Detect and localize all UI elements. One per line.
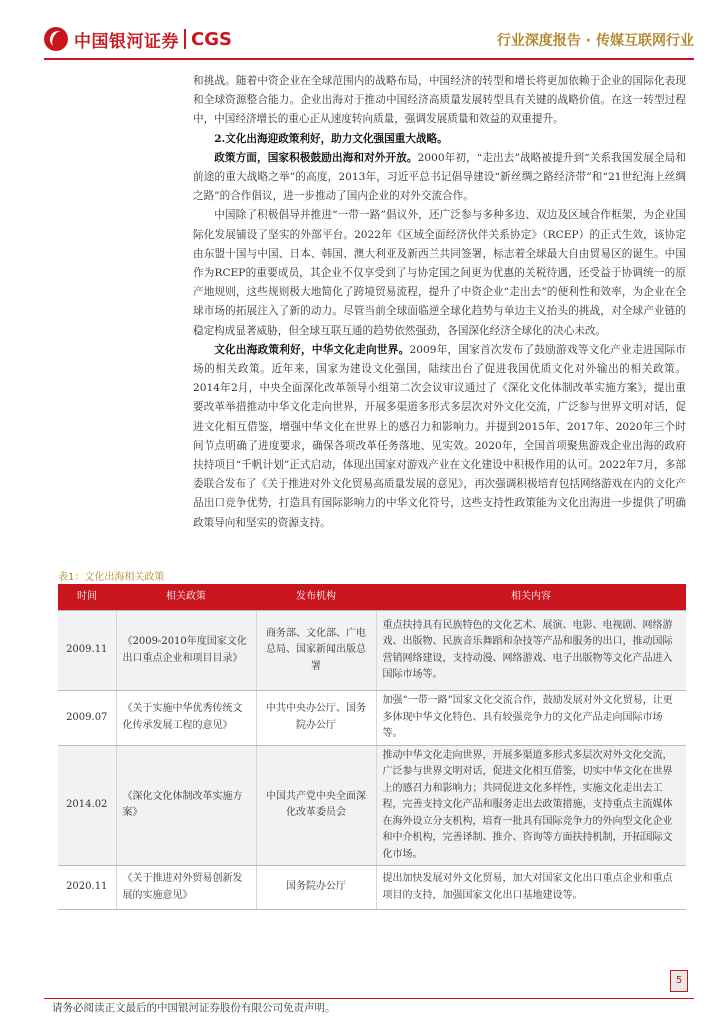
logo-chinese-name: 中国银河证券 bbox=[74, 31, 179, 52]
table-row bbox=[58, 611, 686, 691]
body-text bbox=[193, 72, 686, 533]
section-heading bbox=[193, 130, 686, 149]
paragraph-3-text: 2000年初，“走出去”战略被提升到“关系我国发展全局和前途的重大战略之举”的高度，2013年，习近平总书记倡导建设“新丝绸之路经济带”和“21世纪海上丝绸之路”的合作倡议，进一步推动了国内企业的对外交流合作。 bbox=[193, 151, 686, 203]
paragraph-5-lead: 文化出海政策利好，中华文化走向世界。 bbox=[214, 343, 410, 356]
cell-policy: 《关于实施中华优秀传统文化传承发展工程的意见》 bbox=[116, 691, 256, 746]
paragraph-5 bbox=[193, 341, 686, 533]
table-caption: 表1：文化出海相关政策 bbox=[58, 572, 165, 583]
paragraph-1: 和挑战。随着中资企业在全球范围内的战略布局，中国经济的转型和增长将更加依赖于企业的国际化表现和全球资源整合能力。企业出海对于推动中国经济高质量发展转型具有关键的战略价值。在这一转型过程中，中国经济增长的重心正从速度转向质量，强调发展质量和效益的双重提升。 bbox=[193, 75, 686, 126]
header-time: 时间 bbox=[58, 584, 116, 611]
cell-org: 国务院办公厅 bbox=[256, 866, 376, 910]
page-header bbox=[0, 0, 724, 58]
header-divider bbox=[44, 58, 694, 60]
cell-policy: 《深化文化体制改革实施方案》 bbox=[116, 745, 256, 866]
cell-content: 重点扶持具有民族特色的文化艺术、展演、电影、电视剧、网络游戏、出版物、民族音乐舞蹈和杂技等产品和服务的出口，推动国际营销网络建设，支持动漫、网络游戏、电子出版物等文化产品进入国际市场等。 bbox=[376, 611, 686, 691]
cell-policy: 《2009-2010年度国家文化出口重点企业和项目目录》 bbox=[116, 611, 256, 691]
table-row bbox=[58, 745, 686, 866]
paragraph-3 bbox=[193, 149, 686, 207]
header-org: 发布机构 bbox=[256, 584, 376, 611]
paragraph-3-lead: 政策方面，国家积极鼓励出海和对外开放。 bbox=[214, 151, 418, 164]
cell-time: 2009.11 bbox=[58, 611, 116, 691]
footer-divider bbox=[44, 998, 694, 999]
cell-content: 推动中华文化走向世界，开展多渠道多形式多层次对外文化交流，广泛参与世界文明对话，促进文化相互借鉴，切实中华文化在世界上的感召力和影响力；共同促进文化多样性，实施文化走出去工程，完善支持文化产品和服务走出去政策措施，支持重点主流媒体在海外设立分支机构，培育一批具有国际竞争力的外向型文化企业和中介机构，完善译制、推介、咨询等方面扶持机制，开拓国际文化市场。 bbox=[376, 745, 686, 866]
cell-org: 中国共产党中央全面深化改革委员会 bbox=[256, 745, 376, 866]
cell-content: 加强“一带一路”国家文化交流合作，鼓励发展对外文化贸易，让更多体现中华文化特色、具有较强竞争力的文化产品走向国际市场等。 bbox=[376, 691, 686, 746]
header-content: 相关内容 bbox=[376, 584, 686, 611]
cell-org: 商务部、文化部、广电总局、国家新闻出版总署 bbox=[256, 611, 376, 691]
logo-english-name: CGS bbox=[191, 28, 232, 50]
table-row bbox=[58, 691, 686, 746]
table-header-row bbox=[58, 584, 686, 611]
section-heading-text: 2.文化出海迎政策利好，助力文化强国重大战略。 bbox=[214, 132, 448, 145]
paragraph-4: 中国除了积极倡导并推进“一带一路”倡议外，还广泛参与多种多边、双边及区域合作框架，为企业国际化发展铺设了坚实的外部平台。2022年《区域全面经济伙伴关系协定》（RCEP）的正式生效，该协定由东盟十国与中国、日本、韩国、澳大利亚及新西兰共同签署，标志着全球最大自由贸易区的诞生。中国作为RCEP的重要成员，其企业不仅享受到了与协定国之间更为优惠的关税待遇，还受益于协调统一的原产地规则，这些规则极大地简化了跨境贸易流程，提升了中资企业“走出去”的便利性和效率，为企业在全球市场的拓展注入了新的动力。尽管当前全球面临逆全球化趋势与单边主义抬头的挑战，对全球产业链的稳定构成显著威胁，但全球互联互通的趋势依然强劲，各国深化经济全球化的决心未改。 bbox=[193, 209, 686, 337]
cell-time: 2009.07 bbox=[58, 691, 116, 746]
company-logo bbox=[44, 26, 232, 52]
table-row bbox=[58, 866, 686, 910]
page-number: 5 bbox=[670, 970, 688, 992]
paragraph-5-text: 2009年，国家首次发布了鼓励游戏等文化产业走进国际市场的相关政策。近年来，国家为建设文化强国，陆续出台了促进我国优质文化对外输出的相关政策。2014年2月，中央全面深化改革领导小组第二次会议审议通过了《深化文化体制改革实施方案》，提出重要改革举措推动中华文化走向世界，开展多渠道多形式多层次对外文化交流，广泛参与世界文明对话，促进文化相互借鉴，增强中华文化在世界上的感召力和影响力。并提到2015年、2017年、2020年三个时间节点明确了进度要求，确保各项改革任务落地、见实效。2020年，全国首项聚焦游戏企业出海的政府扶持项目“千帆计划”正式启动，体现出国家对游戏产业在文化建设中积极作用的认可。2022年7月，多部委联合发布了《关于推进对外文化贸易高质量发展的意见》，再次强调积极培育包括网络游戏在内的文化产品出口竞争优势，打造具有国际影响力的中华文化符号，这些支持性政策能为文化出海进一步提供了明确政策导向和坚实的资源支持。 bbox=[193, 343, 686, 529]
cell-time: 2014.02 bbox=[58, 745, 116, 866]
policy-table bbox=[58, 584, 686, 910]
cell-org: 中共中央办公厅、国务院办公厅 bbox=[256, 691, 376, 746]
footer-disclaimer: 请务必阅读正文最后的中国银河证券股份有限公司免责声明。 bbox=[52, 1002, 336, 1014]
report-type: 行业深度报告 · 传媒互联网行业 bbox=[496, 33, 694, 49]
cgs-logo-icon bbox=[44, 27, 68, 51]
logo-divider bbox=[184, 29, 186, 49]
cell-time: 2020.11 bbox=[58, 866, 116, 910]
header-policy: 相关政策 bbox=[116, 584, 256, 611]
cell-content: 提出加快发展对外文化贸易，加大对国家文化出口重点企业和重点项目的支持，加强国家文化出口基地建设等。 bbox=[376, 866, 686, 910]
cell-policy: 《关于推进对外贸易创新发展的实施意见》 bbox=[116, 866, 256, 910]
